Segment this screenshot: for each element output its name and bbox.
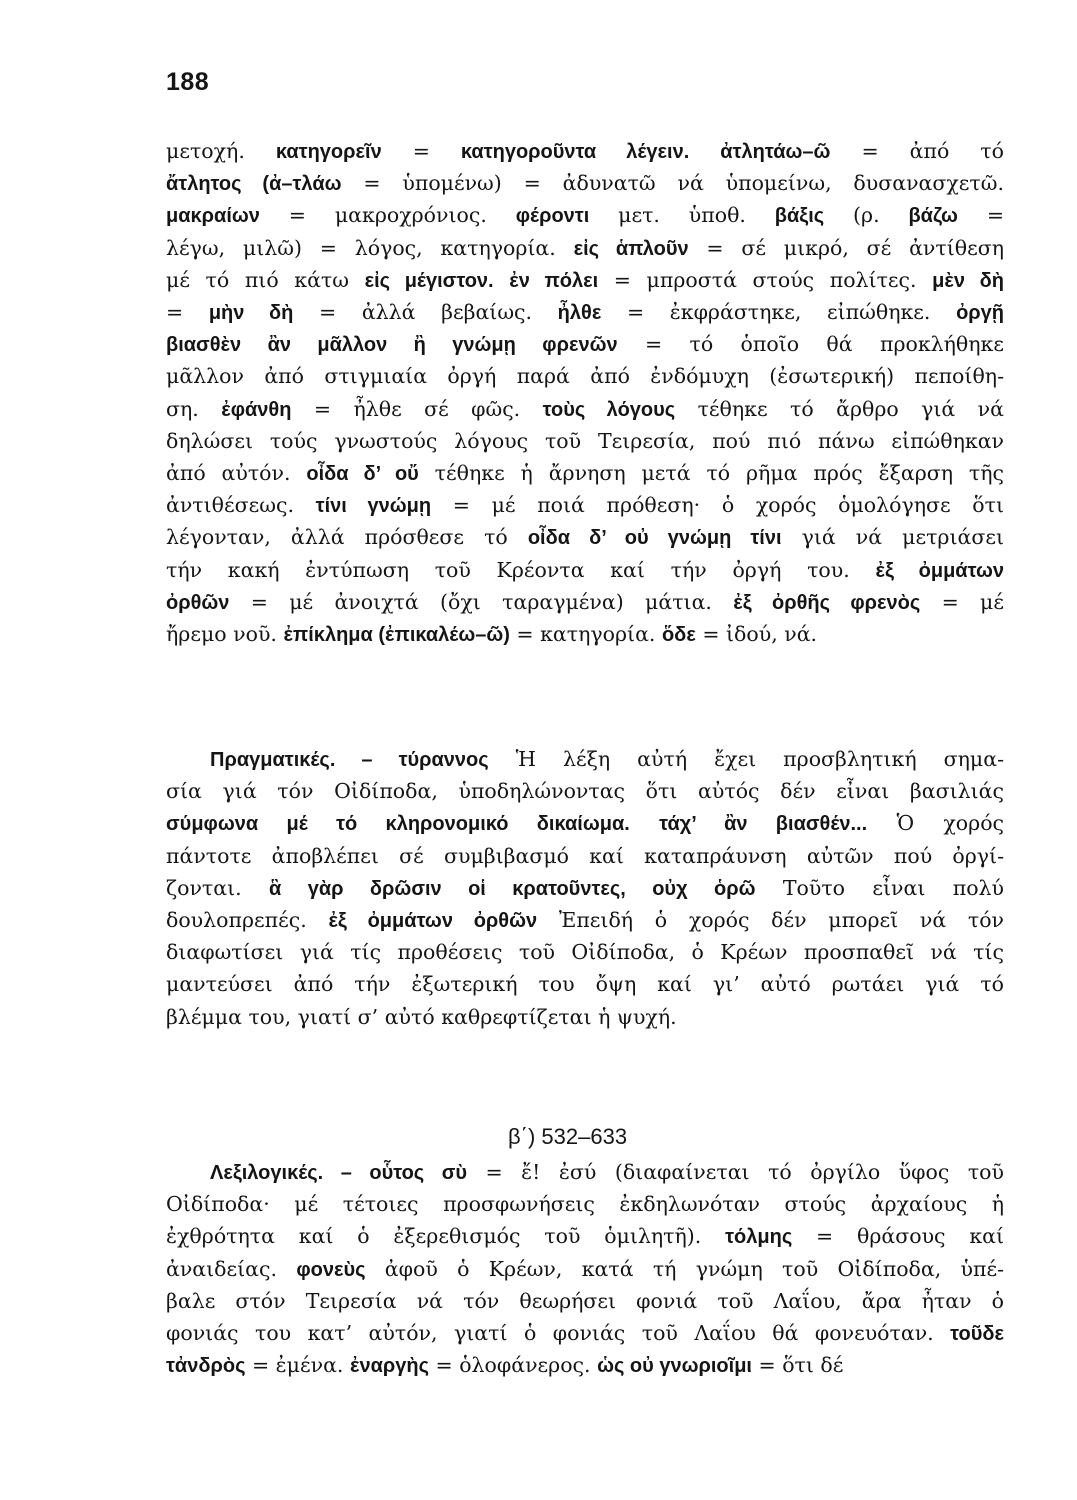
text-line	[166, 970, 1004, 998]
text-line	[166, 201, 1004, 230]
text-line	[166, 234, 1004, 263]
headword: εἰς ἁπλοῦν	[573, 237, 689, 260]
headword: φονεὺς	[296, 1258, 366, 1281]
headword: τίνι γνώμῃ	[315, 495, 432, 518]
gloss-text: =	[957, 203, 1004, 228]
gloss-text: ἐχθρότητα καί ὁ ἐξερεθισμός τοῦ ὁμιλητῆ).	[166, 1224, 726, 1249]
gloss-text: μετ. ὑποθ.	[589, 203, 775, 228]
gloss-text: διαφωτίσει γιά τίς προθέσεις τοῦ Οἰδίποδα, ὁ Κρέων προσπαθεῖ νά τίς	[166, 940, 1004, 965]
headword: τοῦδε	[950, 1323, 1004, 1345]
gloss-text: = μέ ἀνοιχτά (ὄχι ταραγμένα) μάτια.	[229, 589, 734, 614]
text-line	[166, 1222, 1004, 1251]
headword: ἐξ ὀμμάτων ὀρθῶν	[328, 910, 538, 932]
headword: ἦλθε	[557, 302, 602, 324]
text-line	[210, 745, 1004, 774]
text-line	[166, 777, 1004, 805]
gloss-text: = μέ ποιά πρόθεση· ὁ χορός ὁμολόγησε ὅτι	[431, 493, 1004, 518]
text-line	[166, 556, 1004, 585]
text-line	[166, 809, 1004, 838]
text-line	[166, 588, 1004, 617]
gloss-text: (ρ.	[824, 203, 909, 228]
headword: Πραγματικές. – τύραννος	[210, 749, 489, 771]
gloss-text	[689, 139, 720, 163]
gloss-text	[494, 268, 510, 292]
headword: ἄτλητος (ἀ–τλάω	[166, 173, 342, 196]
text-line	[210, 1158, 1004, 1187]
gloss-text: = ἀλλά βεβαίως.	[293, 300, 558, 324]
headword: μὲν δὴ	[932, 269, 1004, 292]
gloss-text: βαλε στόν Τειρεσία νά τόν θεωρήσει φονιά τοῦ Λαΐου, ἄρα ἦταν ὁ	[166, 1288, 1004, 1313]
text-line	[166, 362, 1004, 390]
text-line	[166, 459, 1004, 488]
headword: ἐναργὴς	[349, 1355, 429, 1378]
headword: ἐν πόλει	[509, 269, 599, 292]
headword: μακραίων	[166, 205, 260, 228]
headword: οἶδα δ’ οὐ γνώμῃ τίνι	[527, 527, 782, 550]
gloss-text: =	[381, 139, 461, 163]
gloss-text: βλέμμα του, γιατί σ’ αὐτό καθρεφτίζεται ἡ ψυχή.	[166, 1004, 677, 1029]
gloss-text: γιά νά μετριάσει	[781, 525, 1004, 550]
gloss-text: = ἰδού, νά.	[695, 622, 818, 646]
headword: τάχ’ ἂν βιασθέν...	[659, 813, 868, 836]
text-line	[166, 842, 1004, 870]
page-number: 188	[166, 68, 210, 96]
text-line	[166, 1287, 1004, 1315]
text-line	[166, 169, 1004, 198]
gloss-text: Ἡ λέξη αὐτή ἔχει προσβλητική σημα-	[488, 747, 1004, 771]
gloss-text: πάντοτε ἀποβλέπει σέ συμβιβασμό καί καταπράυνση αὐτῶν πού ὀργί-	[166, 843, 1004, 868]
gloss-text: δουλοπρεπές.	[166, 908, 329, 932]
gloss-text: = μπροστά στούς πολίτες.	[598, 267, 933, 292]
gloss-text: μᾶλλον ἀπό στιγμιαία ὀργή παρά ἀπό ἐνδόμυχη (ἐσωτερική) πεποίθη-	[166, 364, 1004, 389]
gloss-text: Οἰδίποδα· μέ τέτοιες προσφωνήσεις ἐκδηλωνόταν στούς ἀρχαίους ἡ	[166, 1192, 1004, 1217]
gloss-text: = θράσους καί	[792, 1224, 1004, 1249]
text-line	[166, 427, 1004, 455]
headword: βάζω	[908, 205, 958, 228]
text-line	[166, 298, 1004, 327]
text-line	[166, 491, 1004, 520]
gloss-text: = ἐκφράστηκε, εἰπώθηκε.	[601, 300, 957, 324]
gloss-text: ἀφοῦ ὁ Κρέων, κατά τή γνώμη τοῦ Οἰδίποδα, ὑπέ-	[365, 1256, 1004, 1281]
headword: ἃ γὰρ δρῶσιν οἱ κρατοῦντες, οὐχ ὁρῶ	[269, 877, 756, 900]
text-line	[166, 1003, 1004, 1031]
gloss-text: = ἦλθε σέ φῶς.	[291, 396, 543, 421]
headword: βάξις	[774, 205, 825, 228]
text-line	[166, 395, 1004, 424]
gloss-text: = ὑπομένω) = ἀδυνατῶ νά ὑπομείνω, δυσανασχετῶ.	[341, 171, 1004, 196]
headword: τόλμης	[725, 1226, 793, 1249]
headword: ἐξ ὀρθῆς φρενὸς	[733, 591, 921, 614]
text-line	[166, 938, 1004, 966]
headword: ὀργῇ	[956, 302, 1004, 324]
gloss-text: λέγω, μιλῶ) = λόγος, κατηγορία.	[166, 235, 574, 260]
headword: οἶδα δ’ οὔ	[306, 463, 419, 485]
headword: εἰς μέγιστον.	[364, 269, 494, 292]
gloss-text: Ὁ χορός	[867, 811, 1004, 836]
gloss-text: μαντεύσει ἀπό τήν ἐξωτερική του ὄψη καί γι’ αὐτό ρωτάει γιά τό	[166, 972, 1004, 997]
headword: ἐπίκλημα (ἐπικαλέω–ῶ)	[283, 624, 510, 646]
gloss-text: φονιάς του κατ’ αὐτόν, γιατί ὁ φονιάς τοῦ Λαΐου θά φονευόταν.	[166, 1321, 951, 1345]
text-line	[166, 620, 1004, 649]
text-line	[166, 874, 1004, 903]
gloss-text: σία γιά τόν Οἰδίποδα, ὑποδηλώνοντας ὅτι αὐτός δέν εἶναι βασιλιάς	[166, 779, 1004, 804]
gloss-text: =	[166, 300, 209, 324]
headword: φέροντι	[515, 205, 590, 228]
headword: ὀρθῶν	[166, 591, 230, 614]
gloss-text: = ἔ! ἐσύ (διαφαίνεται τό ὀργίλο ὕφος τοῦ	[467, 1160, 1004, 1184]
gloss-text: = τό ὁποῖο θά προκλήθηκε	[617, 332, 1004, 357]
section-heading: β΄) 532–633	[508, 1124, 628, 1149]
gloss-text: μέ τό πιό κάτω	[166, 267, 365, 292]
gloss-text: = μακροχρόνιος.	[259, 203, 516, 228]
headword: ἐξ ὀμμάτων	[875, 559, 1004, 582]
gloss-text	[630, 811, 659, 835]
text-line	[166, 1255, 1004, 1284]
gloss-text: ἀναιδείας.	[166, 1256, 297, 1281]
gloss-text: ση.	[166, 396, 222, 421]
headword: Λεξιλογικές. – οὗτος σὺ	[210, 1162, 468, 1184]
headword: σύμφωνα μέ τό κληρονομικό δικαίωμα.	[166, 813, 630, 836]
gloss-text: δηλώσει τούς γνωστούς λόγους τοῦ Τειρεσία, πού πιό πάνω εἰπώθηκαν	[166, 428, 1004, 453]
gloss-text: μετοχή.	[166, 139, 276, 163]
gloss-text: Ἐπειδή ὁ χορός δέν μπορεῖ νά τόν	[537, 908, 1004, 932]
text-line	[166, 330, 1004, 359]
gloss-text: ζονται.	[166, 875, 270, 900]
gloss-text: = μέ	[920, 589, 1004, 614]
headword: κατηγορεῖν	[275, 141, 382, 163]
headword: τἀνδρὸς	[166, 1355, 246, 1378]
gloss-text: τήν κακή ἐντύπωση τοῦ Κρέοντα καί τήν ὀργή του.	[166, 557, 876, 582]
gloss-text: ἤρεμο νοῦ.	[166, 622, 284, 646]
gloss-text: Τοῦτο εἶναι πολύ	[755, 875, 1004, 900]
text-line	[166, 523, 1004, 552]
headword: ὅδε	[661, 624, 696, 646]
gloss-text: τέθηκε ἡ ἄρνηση μετά τό ρῆμα πρός ἔξαρση τῆς	[418, 461, 1004, 485]
gloss-text: = ἀπό τό	[830, 139, 1004, 163]
headword: ὡς οὐ γνωριοῖμι	[597, 1355, 752, 1378]
gloss-text: = ὁλοφάνερος.	[429, 1353, 598, 1378]
text-line	[166, 906, 1004, 935]
headword: κατηγοροῦντα λέγειν.	[460, 141, 690, 163]
gloss-text: ἀντιθέσεως.	[166, 493, 316, 518]
headword: μὴν δὴ	[208, 302, 294, 324]
gloss-text: = ἐμένα.	[245, 1353, 350, 1378]
headword: βιασθὲν ἂν μᾶλλον ἢ γνώμῃ φρενῶν	[166, 334, 618, 357]
text-line	[166, 266, 1004, 295]
text-line	[166, 1190, 1004, 1218]
gloss-text: = κατηγορία.	[509, 622, 662, 646]
gloss-text: λέγονταν, ἀλλά πρόσθεσε τό	[166, 525, 528, 550]
text-line	[166, 1351, 1004, 1380]
gloss-text: τέθηκε τό ἄρθρο γιά νά	[675, 396, 1004, 421]
text-line	[166, 137, 1004, 166]
gloss-text: ἀπό αὐτόν.	[166, 461, 307, 485]
headword: ἐφάνθη	[221, 398, 292, 421]
text-line	[166, 1319, 1004, 1348]
headword: τοὺς λόγους	[542, 398, 676, 421]
headword: ἀτλητάω–ῶ	[720, 141, 831, 163]
gloss-text: = ὅτι δέ	[751, 1353, 844, 1378]
gloss-text: = σέ μικρό, σέ ἀντίθεση	[688, 235, 1004, 260]
